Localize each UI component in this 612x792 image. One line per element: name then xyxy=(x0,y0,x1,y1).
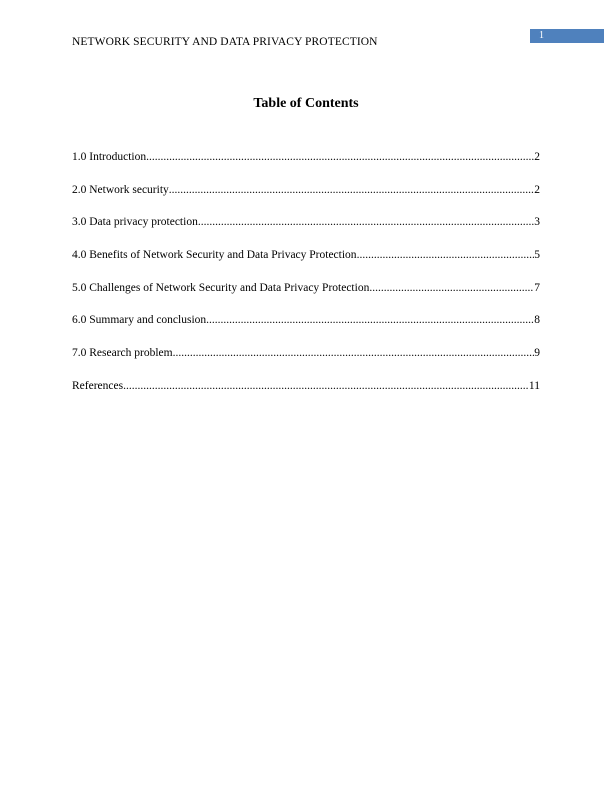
toc-entry-label: 1.0 Introduction xyxy=(72,151,147,163)
toc-dot-leader xyxy=(198,216,534,228)
toc-entry-label: 6.0 Summary and conclusion xyxy=(72,314,207,327)
toc-entry-label: 5.0 Challenges of Network Security and Data Privacy Protection xyxy=(72,281,370,294)
toc-entry-page: 2 xyxy=(534,151,540,163)
toc-entry-references[interactable] xyxy=(72,380,540,413)
toc-dot-leader xyxy=(146,151,534,163)
toc-entry-page: 3 xyxy=(534,216,540,229)
toc-entry-summary[interactable] xyxy=(72,314,540,347)
toc-entry-research-problem[interactable] xyxy=(72,347,540,380)
toc-entry-challenges[interactable] xyxy=(72,282,540,315)
toc-entry-data-privacy-protection[interactable] xyxy=(72,216,540,249)
toc-entry-page: 9 xyxy=(534,347,540,360)
toc-list xyxy=(72,151,540,413)
toc-entry-page: 2 xyxy=(534,183,540,196)
toc-entry-label: References xyxy=(72,379,124,392)
toc-dot-leader xyxy=(123,380,529,392)
toc-entry-network-security[interactable] xyxy=(72,184,540,217)
toc-dot-leader xyxy=(173,347,535,359)
toc-entry-page: 5 xyxy=(534,249,540,262)
toc-entry-introduction[interactable] xyxy=(72,151,540,184)
toc-dot-leader xyxy=(206,314,534,326)
toc-entry-label: 2.0 Network security xyxy=(72,183,169,196)
toc-dot-leader xyxy=(169,184,534,196)
toc-title: Table of Contents xyxy=(253,96,359,111)
running-head: NETWORK SECURITY AND DATA PRIVACY PROTECTION xyxy=(72,36,378,48)
toc-entry-benefits[interactable] xyxy=(72,249,540,282)
toc-entry-page: 7 xyxy=(534,281,540,294)
page-number-badge: 1 xyxy=(530,29,604,43)
toc-entry-page: 11 xyxy=(528,379,540,392)
toc-entry-page: 8 xyxy=(534,314,540,327)
toc-entry-label: 4.0 Benefits of Network Security and Data Privacy Protection xyxy=(72,249,357,262)
toc-dot-leader xyxy=(369,282,534,294)
toc-entry-label: 7.0 Research problem xyxy=(72,347,173,360)
toc-dot-leader xyxy=(357,249,535,261)
toc-entry-label: 3.0 Data privacy protection xyxy=(72,216,198,229)
